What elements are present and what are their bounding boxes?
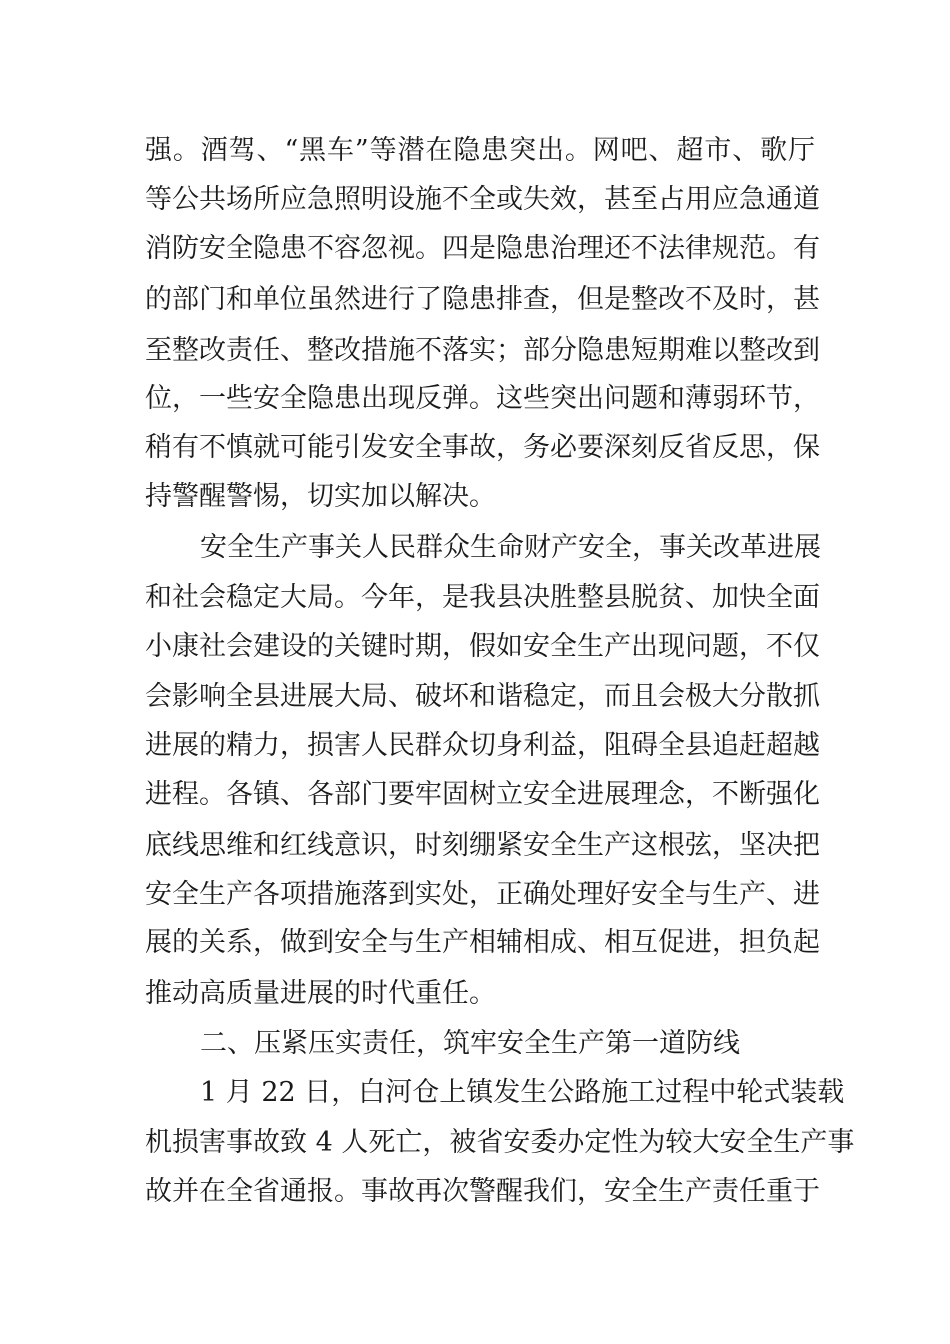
- text-line: 强。酒驾、“黑车”等潜在隐患突出。网吧、超市、歌厅: [145, 135, 815, 166]
- section-heading: 二、压紧压实责任，筑牢安全生产第一道防线: [200, 1028, 740, 1059]
- text-line: 的部门和单位虽然进行了隐患排查，但是整改不及时，甚: [145, 284, 820, 315]
- text-line: 推动高质量进展的时代重任。: [145, 978, 496, 1009]
- text-line: 稍有不慎就可能引发安全事故，务必要深刻反省反思，保: [145, 432, 820, 463]
- text-line: 位，一些安全隐患出现反弹。这些突出问题和薄弱环节，: [145, 383, 820, 414]
- text-line: 进展的精力，损害人民群众切身利益，阻碍全县追赶超越: [145, 730, 820, 761]
- text-line: 消防安全隐患不容忽视。四是隐患治理还不法律规范。有: [145, 233, 820, 264]
- text-line: 故并在全省通报。事故再次警醒我们，安全生产责任重于: [145, 1176, 820, 1207]
- text-line: 底线思维和红线意识，时刻绷紧安全生产这根弦，坚决把: [145, 830, 820, 861]
- text-line: 1 月 22 日，白河仓上镇发生公路施工过程中轮式装载: [200, 1077, 845, 1108]
- text-line: 展的关系，做到安全与生产相辅相成、相互促进，担负起: [145, 927, 820, 958]
- text-line: 机损害事故致 4 人死亡，被省安委办定性为较大安全生产事: [145, 1127, 855, 1158]
- text-line: 会影响全县进展大局、破坏和谐稳定，而且会极大分散抓: [145, 681, 820, 712]
- text-line: 至整改责任、整改措施不落实；部分隐患短期难以整改到: [145, 335, 820, 366]
- text-line: 安全生产事关人民群众生命财产安全，事关改革进展: [200, 532, 821, 563]
- text-line: 等公共场所应急照明设施不全或失效，甚至占用应急通道: [145, 184, 820, 215]
- text-line: 进程。各镇、各部门要牢固树立安全进展理念，不断强化: [145, 779, 820, 810]
- text-line: 安全生产各项措施落到实处，正确处理好安全与生产、进: [145, 879, 820, 910]
- text-line: 小康社会建设的关键时期，假如安全生产出现问题，不仅: [145, 631, 820, 662]
- text-line: 和社会稳定大局。今年，是我县决胜整县脱贫、加快全面: [145, 582, 820, 613]
- text-line: 持警醒警惕，切实加以解决。: [145, 481, 496, 512]
